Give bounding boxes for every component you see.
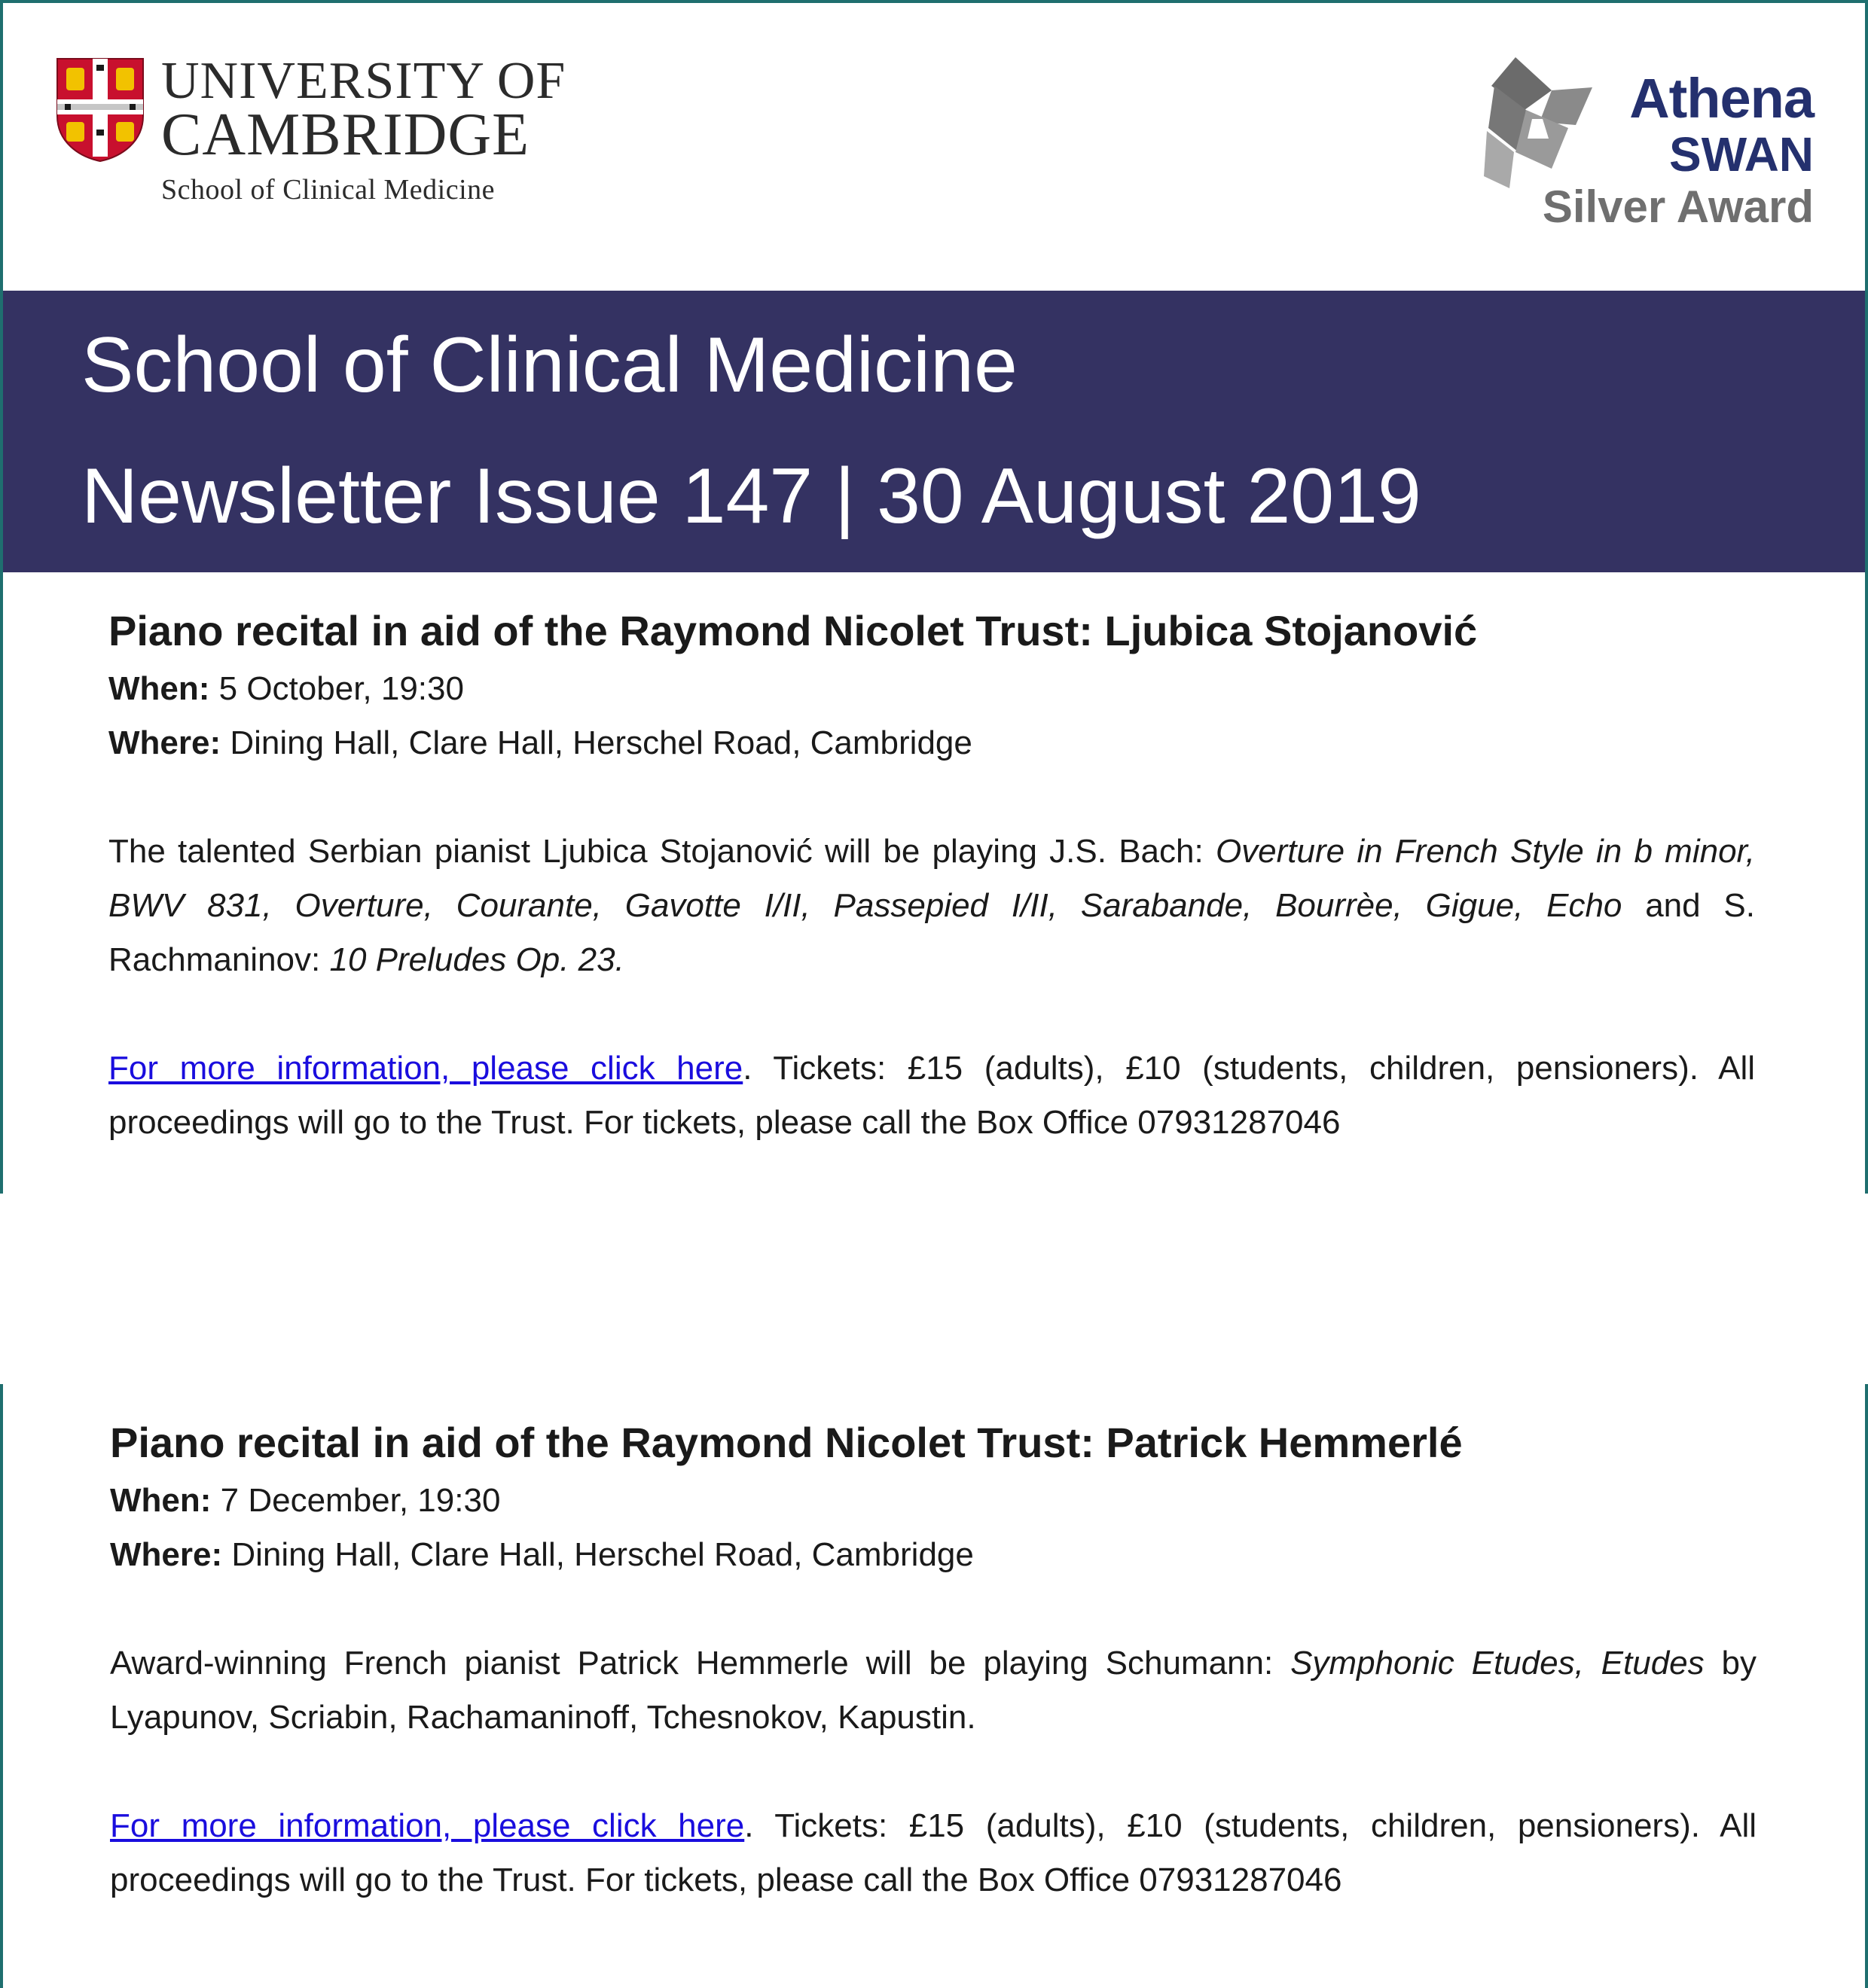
when-value: 7 December, 19:30 — [211, 1481, 501, 1519]
event-tickets — [110, 1799, 1757, 1907]
newsletter-banner — [3, 291, 1868, 572]
university-school-name: School of Clinical Medicine — [161, 174, 496, 206]
event-description — [108, 825, 1755, 987]
event-where — [110, 1528, 1757, 1582]
banner-issue: Newsletter Issue 147 | 30 August 2019 — [81, 453, 1421, 540]
where-label: Where: — [108, 724, 221, 761]
athena-swan-mark-icon — [1479, 56, 1630, 191]
when-value: 5 October, 19:30 — [209, 669, 464, 707]
event-where — [108, 716, 1755, 770]
athena-text: Athena — [1629, 67, 1814, 130]
newsletter-page-bottom — [0, 1384, 1868, 1988]
where-value: Dining Hall, Clare Hall, Herschel Road, Cambridge — [222, 1535, 974, 1573]
event-description — [110, 1636, 1757, 1745]
where-label: Where: — [110, 1535, 223, 1573]
banner-title: School of Clinical Medicine — [81, 322, 1018, 409]
article-title: Piano recital in aid of the Raymond Nicolet Trust: Patrick Hemmerlé — [110, 1419, 1463, 1466]
description-works-schumann: Symphonic Etudes, Etudes — [1290, 1644, 1705, 1682]
swan-text: SWAN — [1669, 127, 1814, 181]
description-works-bach: Overture in French Style in b minor, BWV 831, Overture, Courante, Gavotte I/II, Passepied I/II, Sarabande, Bourrèe, Gigue, Echo — [108, 832, 1755, 924]
tickets-text: . Tickets: £15 (adults), £10 (students, children, pensioners). All proceedings will go to the Trust. For tickets, please call the Box Office 07931287046 — [110, 1807, 1757, 1898]
event-details — [110, 1474, 1757, 1582]
article-title: Piano recital in aid of the Raymond Nicolet Trust: Ljubica Stojanović — [108, 607, 1478, 654]
cambridge-shield-icon — [56, 57, 145, 163]
university-logo — [56, 54, 583, 212]
silver-award-text: Silver Award — [1542, 181, 1814, 232]
description-intro: The talented Serbian pianist Ljubica Stojanović will be playing J.S. Bach: — [108, 832, 1216, 870]
event-when — [110, 1474, 1757, 1528]
more-info-link[interactable]: For more information, please click here — [108, 1049, 743, 1087]
when-label: When: — [108, 669, 210, 707]
athena-swan-logo — [1479, 56, 1818, 236]
article-ljubica-stojanovic — [108, 604, 1755, 1150]
frame-gap — [1862, 575, 1868, 1194]
event-tickets — [108, 1041, 1755, 1150]
tickets-text: . Tickets: £15 (adults), £10 (students, children, pensioners). All proceedings will go to the Trust. For tickets, please call the Box Office 07931287046 — [108, 1049, 1755, 1141]
where-value: Dining Hall, Clare Hall, Herschel Road, Cambridge — [221, 724, 972, 761]
more-info-link[interactable]: For more information, please click here — [110, 1807, 745, 1844]
article-patrick-hemmerle — [110, 1416, 1757, 1907]
event-when — [108, 662, 1755, 716]
description-intro: Award-winning French pianist Patrick Hemmerle will be playing Schumann: — [110, 1644, 1291, 1682]
event-details — [108, 662, 1755, 770]
when-label: When: — [110, 1481, 212, 1519]
university-name-line2: CAMBRIDGE — [161, 102, 530, 168]
description-mid: by Lyapunov, Scriabin, Rachamaninoff, Tchesnokov, Kapustin. — [110, 1644, 1757, 1736]
description-mid: and S. Rachmaninov: — [108, 886, 1756, 978]
description-works-rachmaninov: 10 Preludes Op. 23. — [329, 941, 624, 978]
university-name-line1: UNIVERSITY OF — [161, 52, 566, 110]
